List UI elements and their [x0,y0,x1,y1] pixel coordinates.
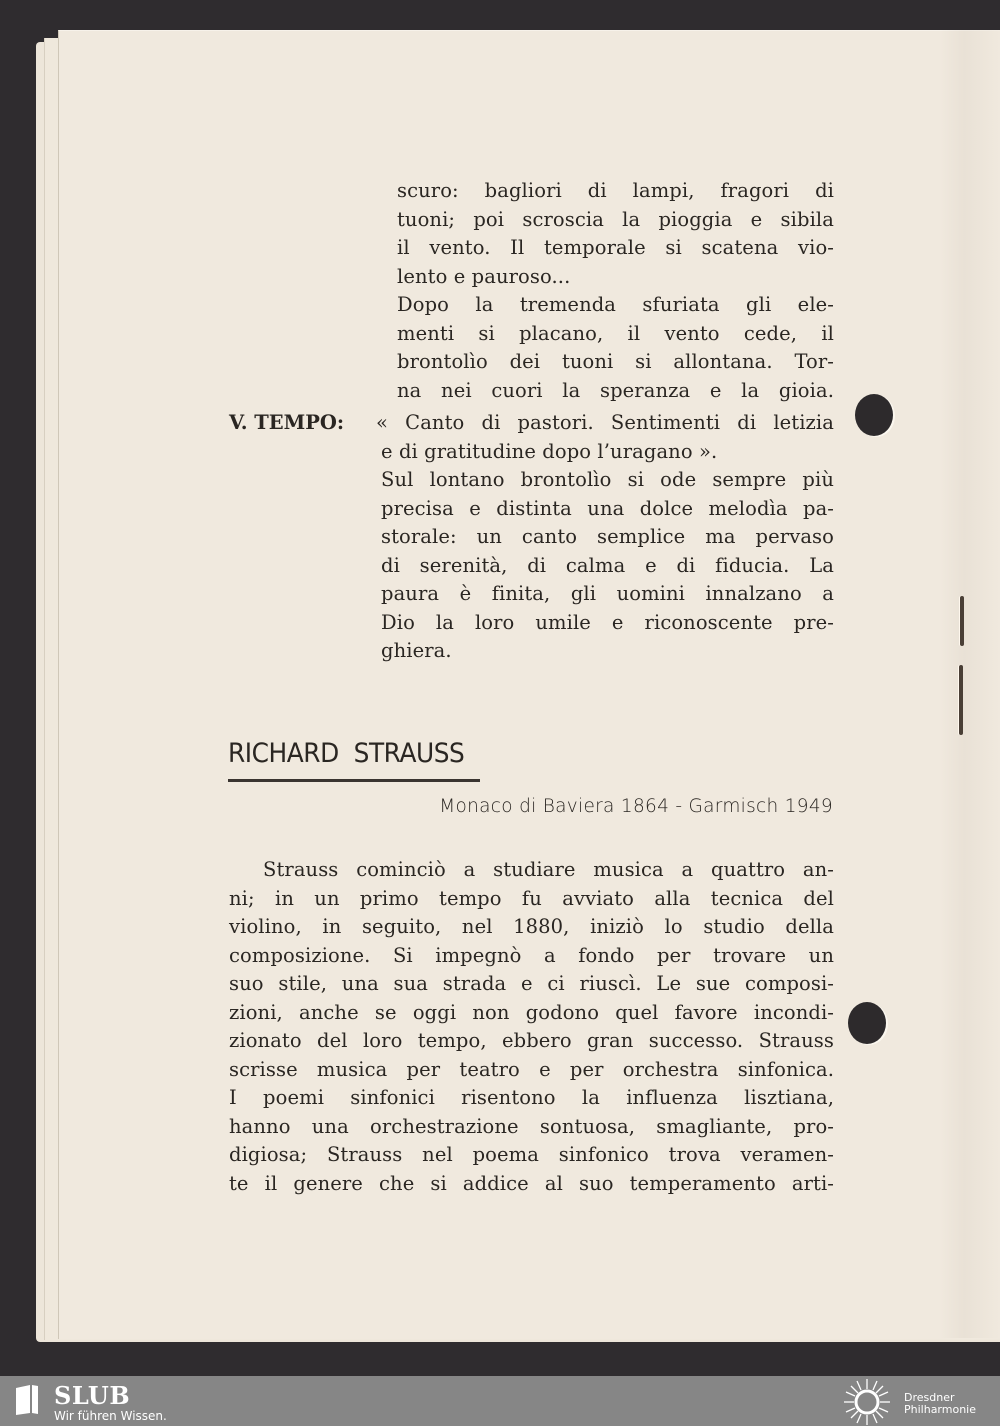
composer-dates: Monaco di Baviera 1864 - Garmisch 1949 [439,796,833,817]
staple-lower [959,665,963,735]
heading-underline [228,779,480,782]
text-line: il vento. Il temporale si scatena vio- [397,236,834,259]
continuation-paragraph [397,177,834,405]
text-line: digiosa; Strauss nel poema sinfonico trova veramen- [229,1143,834,1166]
text-line: Sul lontano brontolìo si ode sempre più [381,468,834,491]
punch-hole-bottom [848,1002,886,1044]
text-line: Strauss cominciò a studiare musica a quattro an- [263,858,834,881]
text-line: precisa e distinta una dolce melodìa pa- [381,496,834,520]
text-line: zionato del loro tempo, ebbero gran successo. Strauss [229,1029,834,1052]
dresdner-philharmonie-logo-icon[interactable] [842,1378,892,1426]
text-line: suo stile, una sua strada e ci riuscì. Le sue composi- [229,972,834,995]
slub-tagline: Wir führen Wissen. [54,1409,167,1423]
text-line: menti si placano, il vento cede, il [397,321,834,345]
text-line: na nei cuori la speranza e la gioia. [397,378,834,402]
text-line: scrisse musica per teatro e per orchestra sinfonica. [229,1057,834,1081]
text-line: brontolìo dei tuoni si allontana. Tor- [397,350,834,373]
text-line: storale: un canto semplice ma pervaso [381,525,834,548]
composer-biography [229,856,834,1198]
text-line: zioni, anche se oggi non godono quel favore incondi- [229,1000,834,1024]
dp-line-1: Dresdner [904,1391,955,1404]
movement-description [376,409,834,666]
text-line: Dopo la tremenda sfuriata gli ele- [397,293,834,316]
text-line: scuro: bagliori di lampi, fragori di [397,179,834,202]
text-line: composizione. Si impegnò a fondo per trovare un [229,943,834,967]
text-line: hanno una orchestrazione sontuosa, smagliante, pro- [229,1114,834,1138]
composer-heading: RICHARD STRAUSS [228,738,465,769]
text-line: e di gratitudine dopo l’uragano ». [381,439,718,463]
movement-label: V. TEMPO: [229,411,345,434]
text-line: paura è finita, gli uomini innalzano a [381,582,834,605]
slub-logo-text[interactable]: SLUB [54,1381,131,1410]
dresdner-philharmonie-text [904,1392,976,1416]
text-line: Dio la loro umile e riconoscente pre- [381,610,834,634]
text-line: « Canto di pastori. Sentimenti di letizia [376,411,834,434]
text-line: lento e pauroso... [397,264,571,288]
text-line: violino, in seguito, nel 1880, iniziò lo studio della [229,915,834,938]
slub-book-icon [14,1384,40,1416]
footer-bar [0,1376,1000,1426]
staple-upper [960,596,964,646]
text-line: di serenità, di calma e di fiducia. La [381,553,834,577]
dp-line-2: Philharmonie [904,1403,976,1416]
punch-hole-top [855,394,893,436]
spine-shadow [940,30,1000,1338]
text-line: ghiera. [381,639,452,662]
text-line: tuoni; poi scroscia la pioggia e sibila [397,207,834,231]
text-line: I poemi sinfonici risentono la influenza lisztiana, [229,1086,834,1109]
text-line: ni; in un primo tempo fu avviato alla tecnica del [229,886,834,910]
text-line: te il genere che si addice al suo temperamento arti- [229,1171,834,1195]
